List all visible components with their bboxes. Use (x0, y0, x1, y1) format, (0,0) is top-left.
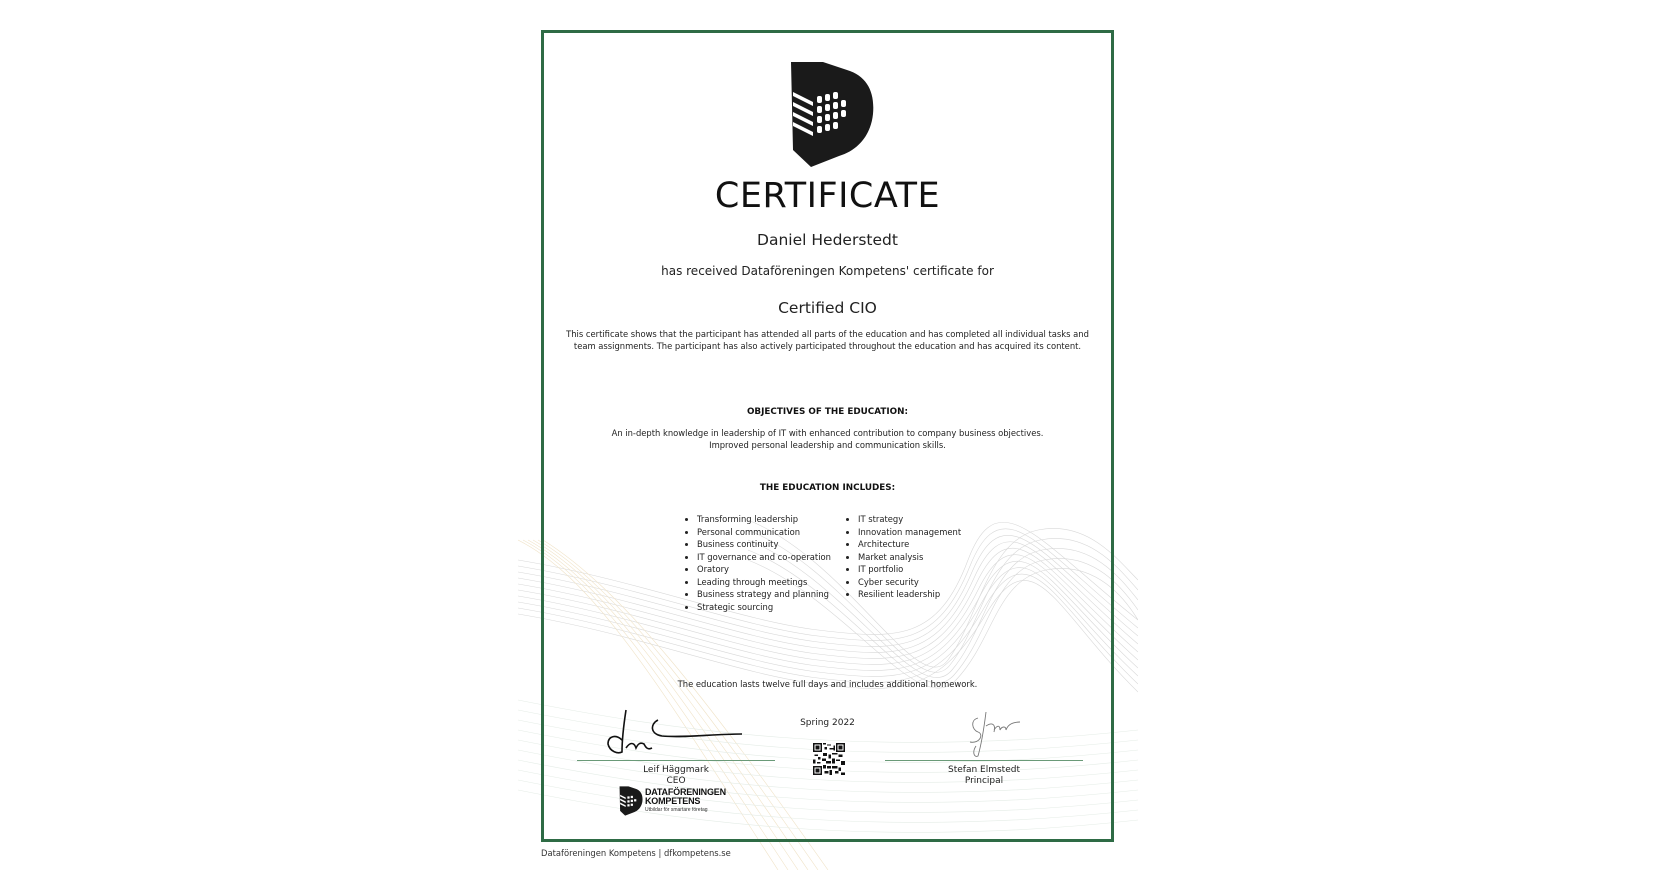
org-logo-line2: KOMPETENS (645, 796, 701, 806)
signatory-role: Principal (964, 775, 1004, 786)
signature-line-right (885, 760, 1083, 761)
list-item: Leading through meetings (685, 576, 831, 589)
list-item: Innovation management (846, 526, 961, 539)
list-item: Business continuity (685, 538, 831, 551)
duration-text: The education lasts twelve full days and includes additional homework. (677, 679, 978, 689)
org-logo-tagline: Utbildar för smartare företag (645, 807, 708, 813)
certificate-title: CERTIFICATE (714, 176, 941, 216)
signatory-role: CEO (666, 775, 686, 786)
signatory-ceo (577, 765, 775, 786)
list-item: IT governance and co-operation (685, 551, 831, 564)
shield-d-logo-small-icon (619, 785, 643, 817)
certificate-description: This certificate shows that the participant has attended all parts of the education and has completed all individual tasks and team assignments. The participant has also actively participated throughout the education and has acquired its content. (566, 329, 1089, 351)
includes-heading: THE EDUCATION INCLUDES: (759, 483, 896, 493)
objectives-heading: OBJECTIVES OF THE EDUCATION: (746, 407, 909, 417)
certificate-frame (541, 30, 1114, 842)
list-item: Strategic sourcing (685, 601, 831, 614)
signature-leif-icon (604, 708, 744, 758)
shield-d-logo-icon (789, 62, 875, 167)
list-item: IT strategy (846, 513, 961, 526)
page-footer: Dataföreningen Kompetens | dfkompetens.se (541, 848, 731, 858)
list-item: Cyber security (846, 576, 961, 589)
list-item: Oratory (685, 563, 831, 576)
course-name: Certified CIO (778, 299, 877, 317)
signatory-name: Stefan Elmstedt (948, 765, 1020, 775)
organisation-logo (619, 785, 739, 819)
list-item: IT portfolio (846, 563, 961, 576)
signatory-name: Leif Häggmark (643, 765, 709, 775)
signatory-principal (885, 765, 1083, 786)
list-item: Business strategy and planning (685, 588, 831, 601)
term-label: Spring 2022 (800, 718, 855, 728)
includes-list-left (685, 513, 831, 613)
received-statement: has received Dataföreningen Kompetens' certificate for (661, 264, 994, 278)
list-item: Architecture (846, 538, 961, 551)
signature-line-left (577, 760, 775, 761)
includes-list-right (846, 513, 961, 601)
signature-stefan-icon (964, 708, 1024, 760)
list-item: Personal communication (685, 526, 831, 539)
recipient-name: Daniel Hederstedt (757, 231, 898, 249)
list-item: Market analysis (846, 551, 961, 564)
objectives-text: An in-depth knowledge in leadership of IT with enhanced contribution to company business objectives. Improved personal leadership and communication skills. (611, 428, 1044, 450)
list-item: Resilient leadership (846, 588, 961, 601)
qr-code-icon[interactable] (813, 743, 845, 775)
list-item: Transforming leadership (685, 513, 831, 526)
org-logo-line1: DATAFÖRENINGEN (645, 787, 726, 797)
